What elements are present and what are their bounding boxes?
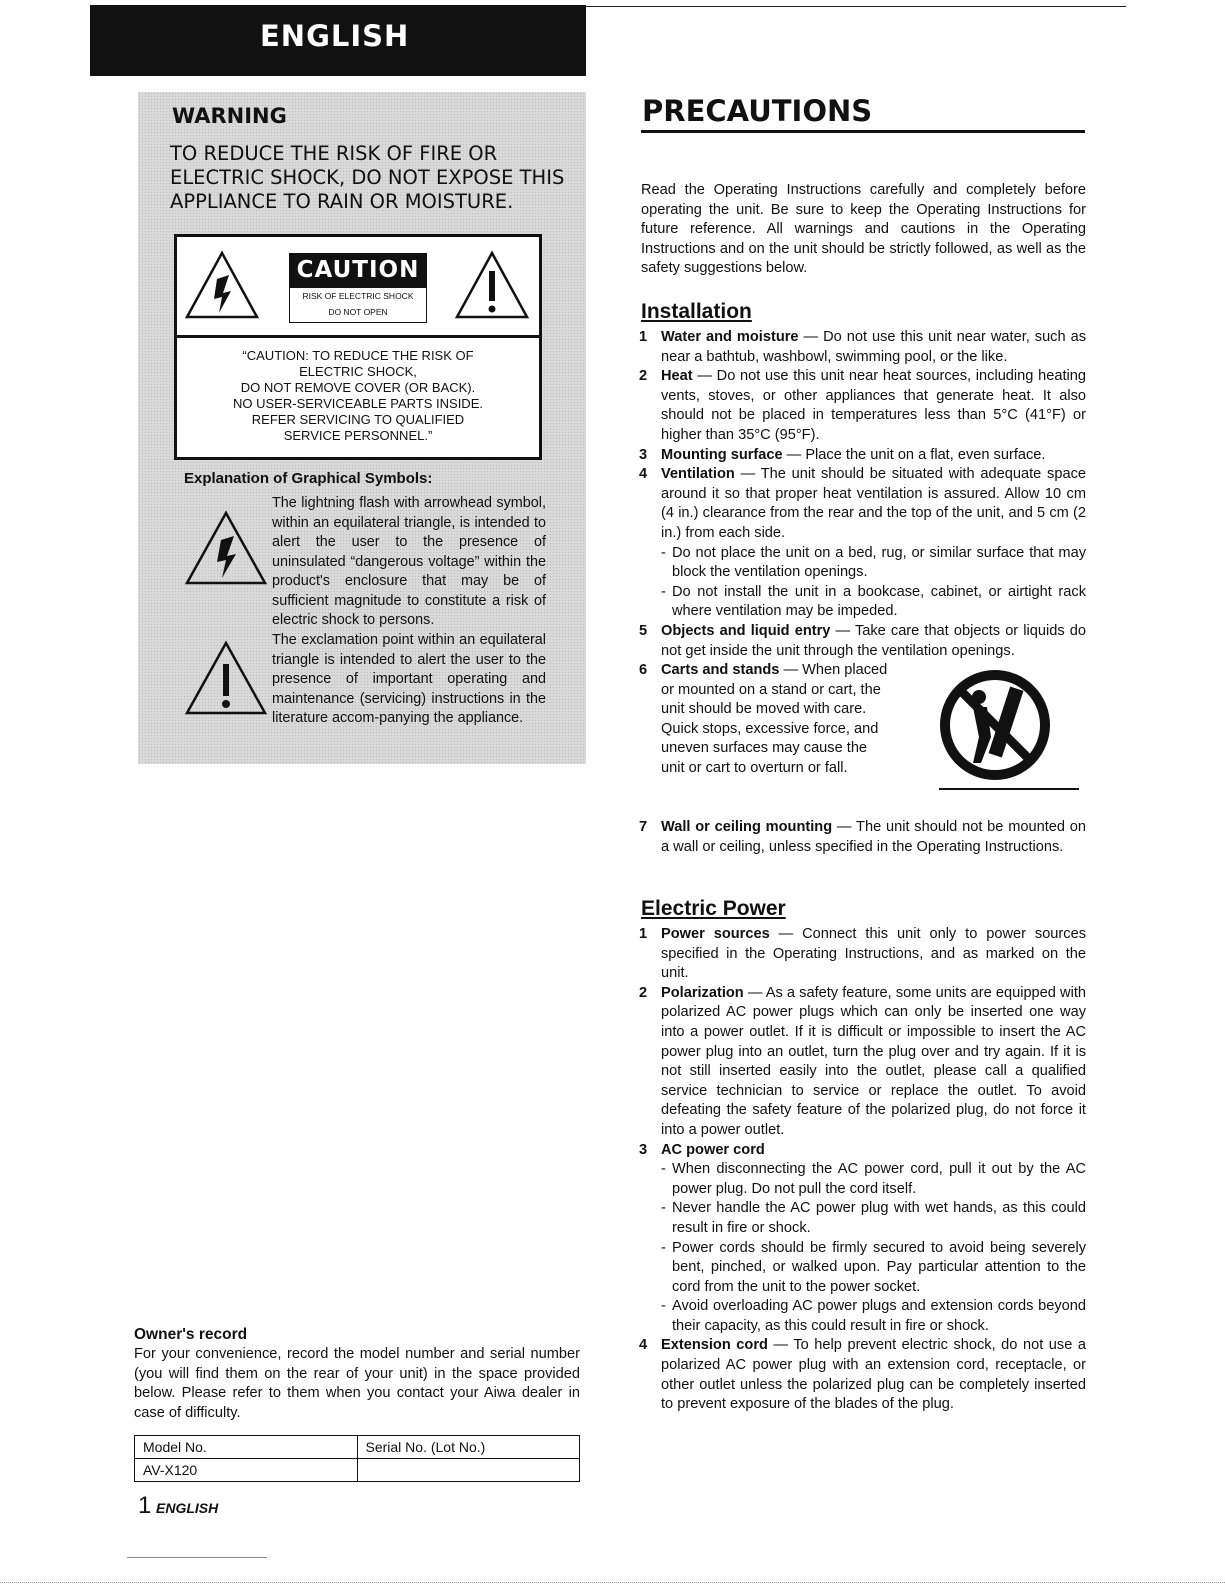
item-term: Carts and stands	[661, 662, 780, 679]
caution-box	[174, 234, 542, 460]
item-number: 1	[639, 926, 648, 942]
serial-number-value	[357, 1459, 580, 1482]
item-term: Power sources	[661, 926, 770, 942]
item-term: Wall or ceiling mounting	[661, 819, 833, 836]
caution-label: CAUTION	[289, 253, 427, 287]
cart-warning-icon	[939, 667, 1079, 797]
item-text: — To help prevent electric shock, do not use a polarized AC power plug with an extension cord, receptacle, or other outlet unless the polarized plug can be completely inserted to prevent exposure of the blades of the plug.	[661, 1337, 1086, 1413]
caution-sub-label	[289, 287, 427, 323]
caution-line: NO USER-SERVICEABLE PARTS INSIDE.	[233, 396, 483, 411]
sub-item: - Power cords should be firmly secured to avoid being severely bent, pinched, or walked upon. Pay particular attention to the cord from the unit to the power socket.	[661, 1239, 1086, 1298]
item-number: 5	[639, 622, 648, 639]
item-term: Extension cord	[661, 1337, 768, 1354]
language-banner	[90, 5, 586, 76]
exclamation-triangle-icon	[184, 640, 268, 716]
item-text: — Connect this unit only to power sources specified in the Operating Instructions, and as marked on the unit.	[661, 926, 1086, 982]
lightning-triangle-icon	[183, 249, 261, 321]
caution-sub-line1: RISK OF ELECTRIC SHOCK	[302, 291, 414, 301]
exclamation-symbol-text: The exclamation point within an equilateral triangle is intended to alert the user to the presence of important operating and maintenance (servicing) instructions in the literature accom-panying the appliance.	[272, 632, 546, 726]
list-item	[639, 622, 1086, 661]
list-item	[639, 446, 1086, 466]
sub-item: - Avoid overloading AC power plugs and extension cords beyond their capacity, as this could result in fire or shock.	[661, 1297, 1086, 1336]
caution-sub-line2: DO NOT OPEN	[328, 307, 388, 317]
sub-item: - When disconnecting the AC power cord, pull it out by the AC power plug. Do not pull the cord itself.	[661, 1160, 1086, 1199]
caution-line: SERVICE PERSONNEL.”	[283, 428, 433, 443]
item-number: 3	[639, 446, 648, 463]
item-text: — Take care that objects or liquids do not get inside the unit through the ventilation openings.	[661, 622, 1086, 659]
list-item	[639, 367, 1086, 445]
caution-line: ELECTRIC SHOCK,	[299, 364, 417, 379]
owners-record-table	[134, 1435, 580, 1482]
precautions-title: PRECAUTIONS	[642, 94, 873, 128]
item-term: AC power cord	[661, 1141, 765, 1158]
title-rule	[641, 130, 1085, 133]
item-text: — Do not use this unit near heat sources, including heating vents, stoves, or other appliances that generate heat. It also should not be placed in temperatures less than 5°C (41°F) or higher than 35°C (95°F).	[661, 368, 1086, 443]
sub-item: - Do not install the unit in a bookcase, cabinet, or airtight rack where ventilation may be impeded.	[661, 583, 1086, 622]
item-number: 4	[639, 1337, 648, 1354]
list-item	[639, 328, 1086, 367]
owners-record-text: For your convenience, record the model number and serial number (you will find them on the rear of your unit) in the space provided below. Please refer to them when you contact your Aiwa dealer in case of difficulty.	[134, 1346, 580, 1421]
electric-power-list	[639, 925, 1086, 1415]
item-number: 1	[639, 329, 648, 345]
item-text: — The unit should not be mounted on a wall or ceiling, unless specified in the Operating Instructions.	[661, 819, 1087, 855]
list-item	[639, 661, 1086, 818]
caution-line: DO NOT REMOVE COVER (OR BACK).	[240, 380, 476, 395]
list-item	[639, 1336, 1086, 1414]
item-term: Water and moisture	[661, 329, 799, 345]
item-text: — Place the unit on a flat, even surface.	[782, 446, 1046, 463]
footer-language: ENGLISH	[156, 1500, 219, 1516]
warning-text: TO REDUCE THE RISK OF FIRE OR ELECTRIC SHOCK, DO NOT EXPOSE THIS APPLIANCE TO RAIN OR MOISTURE.	[170, 142, 565, 213]
item-term: Objects and liquid entry	[661, 622, 831, 639]
item-number: 7	[639, 819, 648, 836]
list-item	[639, 984, 1086, 1141]
item-text: — When placed or mounted on a stand or cart, the unit should be moved with care. Quick stops, excessive force, and uneven surfaces may cause the unit or cart to overturn or fall.	[661, 662, 888, 777]
owners-record-title: Owner's record	[134, 1326, 248, 1343]
item-term: Polarization	[661, 984, 744, 1001]
caution-line: “CAUTION: TO REDUCE THE RISK OF	[242, 348, 474, 363]
item-text: — The unit should be situated with adequate space around it so that proper heat ventilation is assured. Allow 10 cm (4 in.) clearance from the rear and the top of the unit, and 5 cm (2 in.) from each side.	[661, 466, 1086, 541]
list-item	[639, 818, 1086, 857]
item-term: Ventilation	[661, 466, 735, 483]
lightning-symbol-text: The lightning flash with arrowhead symbol, within an equilateral triangle, is intended to alert the user to the presence of uninsulated “dangerous voltage” within the product's enclosure that may be of sufficient magnitude to constitute a risk of electric shock to persons.	[272, 495, 546, 628]
item-number: 2	[639, 368, 648, 385]
bottom-rule	[0, 1582, 1225, 1584]
symbols-title: Explanation of Graphical Symbols:	[184, 470, 433, 487]
top-rule	[586, 6, 1126, 7]
list-item	[639, 1141, 1086, 1337]
item-text: — Do not use this unit near water, such as near a bathtub, washbowl, swimming pool, or the like.	[661, 329, 1086, 365]
item-number: 3	[639, 1141, 648, 1158]
serial-number-header: Serial No. (Lot No.)	[357, 1436, 580, 1459]
caution-line: REFER SERVICING TO QUALIFIED	[251, 412, 465, 427]
caution-text	[177, 348, 539, 444]
model-number-header: Model No.	[135, 1436, 358, 1459]
table-row	[135, 1436, 580, 1459]
sub-item: - Do not place the unit on a bed, rug, or similar surface that may block the ventilation openings.	[661, 544, 1086, 583]
warning-title: WARNING	[172, 104, 287, 128]
item-number: 2	[639, 984, 648, 1001]
item-term: Heat	[661, 368, 693, 385]
item-text: — As a safety feature, some units are equipped with polarized AC power plugs which can only be inserted one way into a power outlet. If it is difficult or impossible to insert the AC power plug into an outlet, turn the plug over and try again. If it is not still inserted easily into the outlet, please call a qualified service technician to service or replace the outlet. To avoid defeating the safety feature of the polarized plug, do not force it into a power outlet.	[661, 984, 1086, 1138]
item-term: Mounting surface	[661, 446, 783, 463]
item-number: 4	[639, 466, 648, 483]
exclamation-triangle-icon	[453, 249, 531, 321]
item-number: 6	[639, 662, 648, 679]
installation-list	[639, 328, 1086, 857]
page-number: 1	[138, 1492, 152, 1519]
table-row	[135, 1459, 580, 1482]
bottom-link-mark	[127, 1557, 267, 1558]
lightning-triangle-icon	[184, 510, 268, 586]
list-item	[639, 465, 1086, 622]
language-banner-text: ENGLISH	[260, 19, 410, 53]
caution-divider	[177, 335, 539, 338]
precautions-intro: Read the Operating Instructions carefully and completely before operating the unit. Be sure to keep the Operating Instructions for future reference. All warnings and cautions in the Operating Instructions and on the unit should be strictly followed, as well as the safety suggestions below.	[641, 182, 1086, 277]
model-number-value: AV-X120	[135, 1459, 358, 1482]
sub-item: - Never handle the AC power plug with wet hands, as this could result in fire or shock.	[661, 1199, 1086, 1238]
installation-heading: Installation	[641, 300, 752, 323]
list-item	[639, 925, 1086, 984]
electric-power-heading: Electric Power	[641, 897, 786, 920]
